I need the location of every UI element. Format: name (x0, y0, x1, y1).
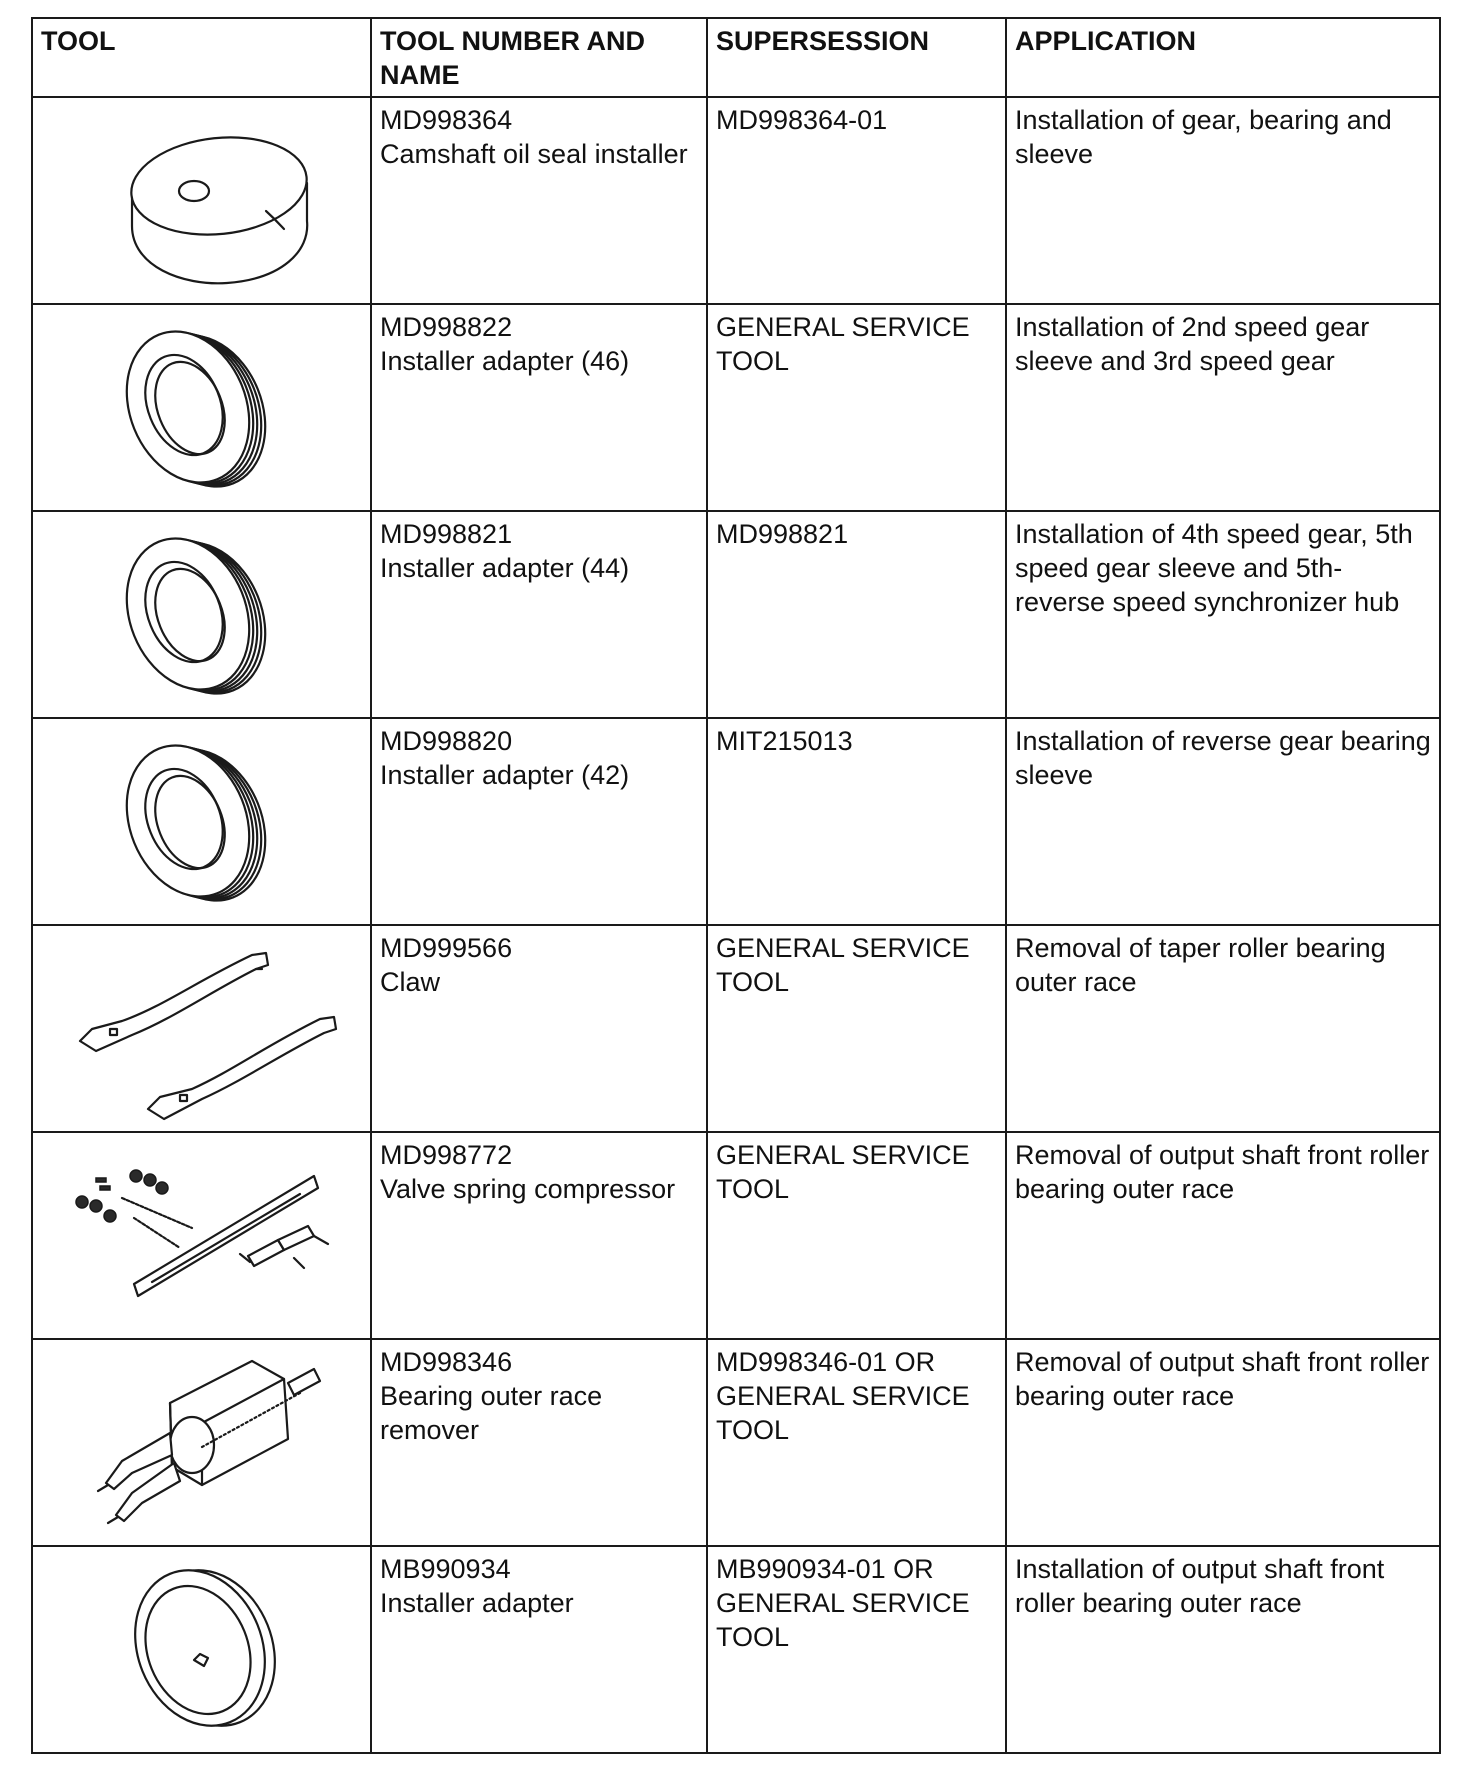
tool-number-name-cell (371, 1546, 707, 1753)
application-cell: Installation of 2nd speed gear sleeve and 3rd speed gear (1006, 304, 1440, 511)
bearing-race-remover-icon (52, 1343, 352, 1543)
application-cell: Removal of taper roller bearing outer race (1006, 925, 1440, 1132)
special-tools-table (31, 17, 1441, 1754)
tool-number-name-cell (371, 304, 707, 511)
tool-name: Installer adapter (46) (380, 346, 630, 376)
table-header-row (32, 18, 1440, 97)
header-tool-number-and-name: TOOL NUMBER AND NAME (371, 18, 707, 97)
tool-number-name-cell (371, 511, 707, 718)
valve-spring-compressor-icon (52, 1136, 352, 1336)
supersession-cell: GENERAL SERVICE TOOL (707, 1132, 1006, 1339)
installer-disc-icon (52, 1550, 352, 1750)
tool-number: MD998820 (380, 726, 513, 756)
tool-image-cell (32, 97, 371, 304)
application-cell: Removal of output shaft front roller bearing outer race (1006, 1339, 1440, 1546)
tool-number: MD999566 (380, 933, 513, 963)
table-row (32, 925, 1440, 1132)
header-application: APPLICATION (1006, 18, 1440, 97)
tool-number-name-cell (371, 1132, 707, 1339)
table-row (32, 718, 1440, 925)
tool-number: MD998821 (380, 519, 513, 549)
supersession-cell: MD998821 (707, 511, 1006, 718)
tool-name: Camshaft oil seal installer (380, 139, 688, 169)
header-tool: TOOL (32, 18, 371, 97)
supersession-cell: MIT215013 (707, 718, 1006, 925)
tool-name: Installer adapter (44) (380, 553, 630, 583)
header-supersession: SUPERSESSION (707, 18, 1006, 97)
application-cell: Installation of reverse gear bearing sleeve (1006, 718, 1440, 925)
supersession-cell: GENERAL SERVICE TOOL (707, 925, 1006, 1132)
supersession-cell: MD998364-01 (707, 97, 1006, 304)
installer-adapter-icon (52, 722, 352, 922)
claw-icon (52, 929, 352, 1129)
tool-number: MD998346 (380, 1347, 513, 1377)
application-cell: Installation of 4th speed gear, 5th speed gear sleeve and 5th-reverse speed synchronizer hub (1006, 511, 1440, 718)
tool-image-cell (32, 304, 371, 511)
table-row (32, 1339, 1440, 1546)
tool-name: Claw (380, 967, 441, 997)
supersession-cell: MB990934-01 OR GENERAL SERVICE TOOL (707, 1546, 1006, 1753)
supersession-cell: GENERAL SERVICE TOOL (707, 304, 1006, 511)
tool-image-cell (32, 1546, 371, 1753)
tool-number: MD998364 (380, 105, 513, 135)
table-row (32, 511, 1440, 718)
tool-image-cell (32, 718, 371, 925)
tool-image-cell (32, 1132, 371, 1339)
supersession-cell: MD998346-01 OR GENERAL SERVICE TOOL (707, 1339, 1006, 1546)
tool-name: Installer adapter (380, 1588, 574, 1618)
installer-adapter-icon (52, 308, 352, 508)
installer-adapter-icon (52, 515, 352, 715)
oil-seal-installer-icon (52, 101, 352, 301)
tool-image-cell (32, 1339, 371, 1546)
table-row (32, 1132, 1440, 1339)
application-cell: Removal of output shaft front roller bearing outer race (1006, 1132, 1440, 1339)
tool-number-name-cell (371, 97, 707, 304)
tool-number: MD998772 (380, 1140, 513, 1170)
tool-name: Valve spring compressor (380, 1174, 676, 1204)
tool-name: Bearing outer race remover (380, 1381, 603, 1445)
table-row (32, 304, 1440, 511)
tool-image-cell (32, 925, 371, 1132)
tool-number-name-cell (371, 1339, 707, 1546)
tool-image-cell (32, 511, 371, 718)
table-row (32, 97, 1440, 304)
tool-number-name-cell (371, 718, 707, 925)
application-cell: Installation of gear, bearing and sleeve (1006, 97, 1440, 304)
application-cell: Installation of output shaft front roller bearing outer race (1006, 1546, 1440, 1753)
table-row (32, 1546, 1440, 1753)
tool-name: Installer adapter (42) (380, 760, 630, 790)
tool-number: MD998822 (380, 312, 513, 342)
tool-number-name-cell (371, 925, 707, 1132)
tool-number: MB990934 (380, 1554, 511, 1584)
